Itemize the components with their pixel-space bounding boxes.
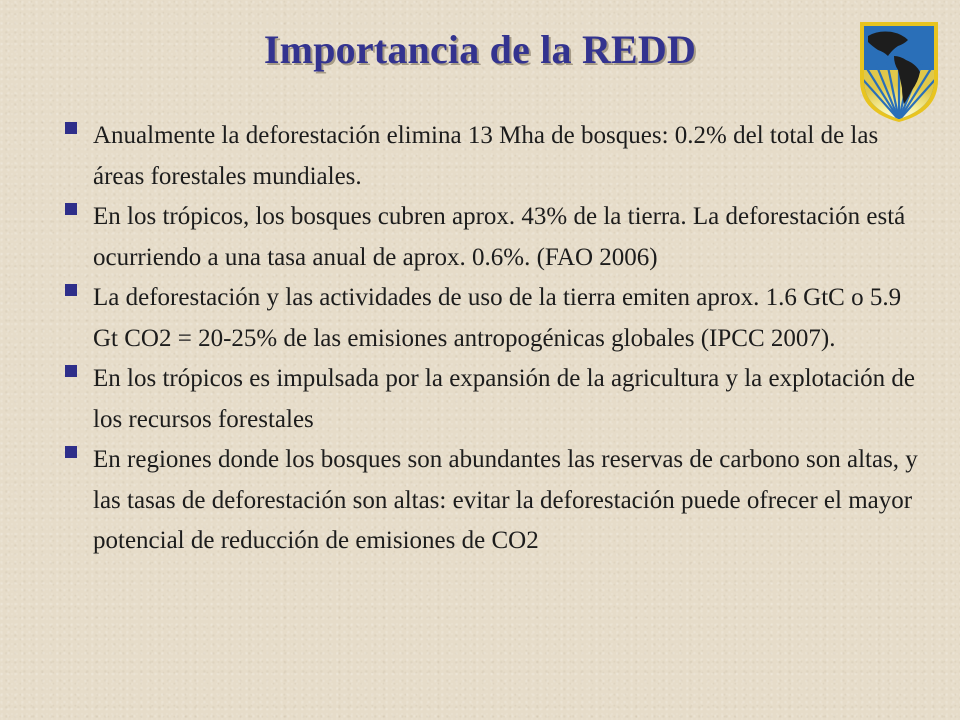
list-item: [60, 359, 920, 440]
bullet-text: Anualmente la deforestación elimina 13 Mha de bosques: 0.2% del total de las áreas forestales mundiales.: [93, 122, 879, 190]
bullet-text: La deforestación y las actividades de uso de la tierra emiten aprox. 1.6 GtC o 5.9 Gt CO2 = 20-25% de las emisiones antropogénicas globales (IPCC 2007).: [93, 284, 902, 352]
square-bullet-icon: [65, 284, 77, 296]
bullet-text: En regiones donde los bosques son abundantes las reservas de carbono son altas, y las tasas de deforestación son altas: evitar la deforestación puede ofrecer el mayor potencial de reducción de emisiones de CO2: [93, 446, 918, 554]
list-item: [60, 278, 920, 359]
square-bullet-icon: [65, 122, 77, 134]
square-bullet-icon: [65, 365, 77, 377]
slide-title: Importancia de la REDD: [263, 27, 697, 72]
list-item: [60, 197, 920, 278]
bullet-text: En los trópicos es impulsada por la expansión de la agricultura y la explotación de los recursos forestales: [93, 365, 915, 433]
square-bullet-icon: [65, 203, 77, 215]
list-item: [60, 440, 920, 562]
bullet-list: [60, 116, 920, 562]
list-item: [60, 116, 920, 197]
bullet-text: En los trópicos, los bosques cubren aprox. 43% de la tierra. La deforestación está ocurriendo a una tasa anual de aprox. 0.6%. (FAO 2006): [93, 203, 906, 271]
latin-america-sun-shield-icon: [858, 22, 940, 122]
square-bullet-icon: [65, 446, 77, 458]
